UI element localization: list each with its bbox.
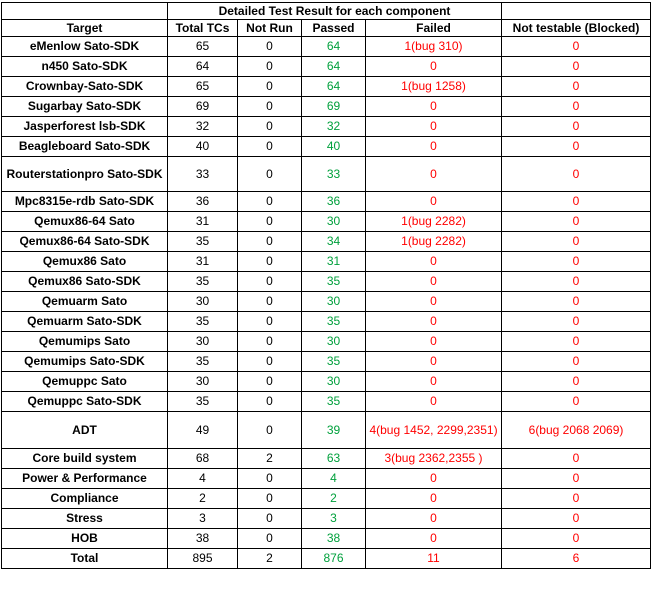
total-tcs-cell: 895 [168,549,238,569]
blocked-cell: 0 [502,137,651,157]
target-cell: Qemuppc Sato [2,372,168,392]
not-run-cell: 0 [238,137,302,157]
test-result-table [1,2,651,569]
total-tcs-cell: 65 [168,77,238,97]
total-tcs-cell: 69 [168,97,238,117]
passed-cell: 34 [302,232,366,252]
total-tcs-cell: 31 [168,212,238,232]
not-run-cell: 0 [238,312,302,332]
blocked-cell: 0 [502,97,651,117]
failed-cell: 0 [366,489,502,509]
passed-cell: 64 [302,77,366,97]
header-blocked: Not testable (Blocked) [502,20,651,37]
table-caption: Detailed Test Result for each component [168,3,502,20]
failed-cell: 0 [366,372,502,392]
total-tcs-cell: 49 [168,412,238,449]
blocked-cell: 6 [502,549,651,569]
target-cell: Qemumips Sato [2,332,168,352]
not-run-cell: 0 [238,332,302,352]
failed-cell: 0 [366,137,502,157]
blocked-cell: 0 [502,352,651,372]
total-tcs-cell: 32 [168,117,238,137]
blocked-cell: 0 [502,252,651,272]
total-tcs-cell: 36 [168,192,238,212]
not-run-cell: 0 [238,77,302,97]
target-cell: n450 Sato-SDK [2,57,168,77]
failed-cell: 1(bug 310) [366,37,502,57]
target-cell: Compliance [2,489,168,509]
total-tcs-cell: 33 [168,157,238,192]
failed-cell: 0 [366,392,502,412]
passed-cell: 30 [302,332,366,352]
not-run-cell: 2 [238,549,302,569]
not-run-cell: 0 [238,212,302,232]
passed-cell: 69 [302,97,366,117]
total-tcs-cell: 2 [168,489,238,509]
table-row [2,77,651,97]
header-failed: Failed [366,20,502,37]
not-run-cell: 0 [238,489,302,509]
total-tcs-cell: 3 [168,509,238,529]
failed-cell: 0 [366,252,502,272]
not-run-cell: 0 [238,252,302,272]
failed-cell: 1(bug 2282) [366,232,502,252]
blocked-cell: 0 [502,272,651,292]
target-cell: Crownbay-Sato-SDK [2,77,168,97]
target-cell: Qemumips Sato-SDK [2,352,168,372]
total-tcs-cell: 35 [168,272,238,292]
target-cell: Sugarbay Sato-SDK [2,97,168,117]
passed-cell: 35 [302,272,366,292]
table-row [2,57,651,77]
total-tcs-cell: 68 [168,449,238,469]
blocked-cell: 0 [502,232,651,252]
failed-cell: 1(bug 2282) [366,212,502,232]
passed-cell: 64 [302,37,366,57]
total-tcs-cell: 38 [168,529,238,549]
spacer-cell [502,3,651,20]
blocked-cell: 0 [502,292,651,312]
not-run-cell: 0 [238,272,302,292]
not-run-cell: 0 [238,529,302,549]
target-cell: Qemux86-64 Sato-SDK [2,232,168,252]
failed-cell: 0 [366,272,502,292]
total-tcs-cell: 31 [168,252,238,272]
total-tcs-cell: 30 [168,292,238,312]
blocked-cell: 0 [502,117,651,137]
header-row [2,20,651,37]
blocked-cell: 0 [502,77,651,97]
not-run-cell: 0 [238,97,302,117]
header-target: Target [2,20,168,37]
table-row [2,192,651,212]
passed-cell: 35 [302,312,366,332]
target-cell: Total [2,549,168,569]
failed-cell: 0 [366,529,502,549]
failed-cell: 0 [366,57,502,77]
table-row [2,137,651,157]
blocked-cell: 0 [502,312,651,332]
not-run-cell: 0 [238,192,302,212]
passed-cell: 35 [302,352,366,372]
passed-cell: 4 [302,469,366,489]
table-row [2,212,651,232]
passed-cell: 36 [302,192,366,212]
table-row [2,157,651,192]
not-run-cell: 0 [238,392,302,412]
failed-cell: 0 [366,469,502,489]
passed-cell: 30 [302,372,366,392]
passed-cell: 38 [302,529,366,549]
passed-cell: 39 [302,412,366,449]
table-row [2,372,651,392]
total-tcs-cell: 35 [168,392,238,412]
total-tcs-cell: 35 [168,352,238,372]
passed-cell: 31 [302,252,366,272]
table-row [2,272,651,292]
blocked-cell: 0 [502,529,651,549]
table-row [2,489,651,509]
table-row [2,392,651,412]
blocked-cell: 0 [502,57,651,77]
failed-cell: 0 [366,509,502,529]
failed-cell: 0 [366,312,502,332]
failed-cell: 0 [366,157,502,192]
table-row [2,412,651,449]
not-run-cell: 0 [238,352,302,372]
target-cell: Qemuarm Sato-SDK [2,312,168,332]
blocked-cell: 0 [502,509,651,529]
total-tcs-cell: 4 [168,469,238,489]
target-cell: Qemuppc Sato-SDK [2,392,168,412]
header-total-tcs: Total TCs [168,20,238,37]
table-row [2,97,651,117]
failed-cell: 4(bug 1452, 2299,2351) [366,412,502,449]
failed-cell: 0 [366,192,502,212]
not-run-cell: 0 [238,509,302,529]
total-tcs-cell: 30 [168,332,238,352]
blocked-cell: 0 [502,489,651,509]
target-cell: Mpc8315e-rdb Sato-SDK [2,192,168,212]
table-row [2,37,651,57]
target-cell: ADT [2,412,168,449]
blocked-cell: 6(bug 2068 2069) [502,412,651,449]
passed-cell: 40 [302,137,366,157]
blocked-cell: 0 [502,392,651,412]
target-cell: Beagleboard Sato-SDK [2,137,168,157]
passed-cell: 32 [302,117,366,137]
total-tcs-cell: 64 [168,57,238,77]
blocked-cell: 0 [502,192,651,212]
not-run-cell: 0 [238,469,302,489]
not-run-cell: 0 [238,117,302,137]
table-row [2,117,651,137]
not-run-cell: 0 [238,292,302,312]
blocked-cell: 0 [502,372,651,392]
target-cell: Qemux86-64 Sato [2,212,168,232]
blocked-cell: 0 [502,212,651,232]
blocked-cell: 0 [502,157,651,192]
failed-cell: 0 [366,97,502,117]
total-tcs-cell: 35 [168,232,238,252]
target-cell: Jasperforest lsb-SDK [2,117,168,137]
table-row [2,252,651,272]
not-run-cell: 0 [238,57,302,77]
total-tcs-cell: 35 [168,312,238,332]
table-row [2,352,651,372]
caption-row [2,3,651,20]
table-row [2,509,651,529]
not-run-cell: 2 [238,449,302,469]
not-run-cell: 0 [238,157,302,192]
total-tcs-cell: 65 [168,37,238,57]
total-tcs-cell: 40 [168,137,238,157]
table-row [2,312,651,332]
passed-cell: 2 [302,489,366,509]
passed-cell: 64 [302,57,366,77]
not-run-cell: 0 [238,372,302,392]
failed-cell: 0 [366,117,502,137]
blocked-cell: 0 [502,332,651,352]
failed-cell: 1(bug 1258) [366,77,502,97]
blocked-cell: 0 [502,449,651,469]
passed-cell: 33 [302,157,366,192]
table-row [2,529,651,549]
total-row [2,549,651,569]
target-cell: Stress [2,509,168,529]
header-not-run: Not Run [238,20,302,37]
target-cell: Routerstationpro Sato-SDK [2,157,168,192]
passed-cell: 30 [302,212,366,232]
passed-cell: 876 [302,549,366,569]
failed-cell: 3(bug 2362,2355 ) [366,449,502,469]
passed-cell: 3 [302,509,366,529]
not-run-cell: 0 [238,412,302,449]
spacer-cell [2,3,168,20]
passed-cell: 35 [302,392,366,412]
target-cell: Qemux86 Sato-SDK [2,272,168,292]
failed-cell: 0 [366,332,502,352]
passed-cell: 30 [302,292,366,312]
passed-cell: 63 [302,449,366,469]
table-row [2,232,651,252]
table-row [2,332,651,352]
header-passed: Passed [302,20,366,37]
not-run-cell: 0 [238,232,302,252]
target-cell: HOB [2,529,168,549]
table-row [2,469,651,489]
failed-cell: 0 [366,352,502,372]
table-row [2,449,651,469]
blocked-cell: 0 [502,37,651,57]
target-cell: Qemux86 Sato [2,252,168,272]
failed-cell: 0 [366,292,502,312]
failed-cell: 11 [366,549,502,569]
target-cell: eMenlow Sato-SDK [2,37,168,57]
target-cell: Qemuarm Sato [2,292,168,312]
table-body [2,3,651,569]
blocked-cell: 0 [502,469,651,489]
target-cell: Power & Performance [2,469,168,489]
not-run-cell: 0 [238,37,302,57]
total-tcs-cell: 30 [168,372,238,392]
target-cell: Core build system [2,449,168,469]
table-row [2,292,651,312]
